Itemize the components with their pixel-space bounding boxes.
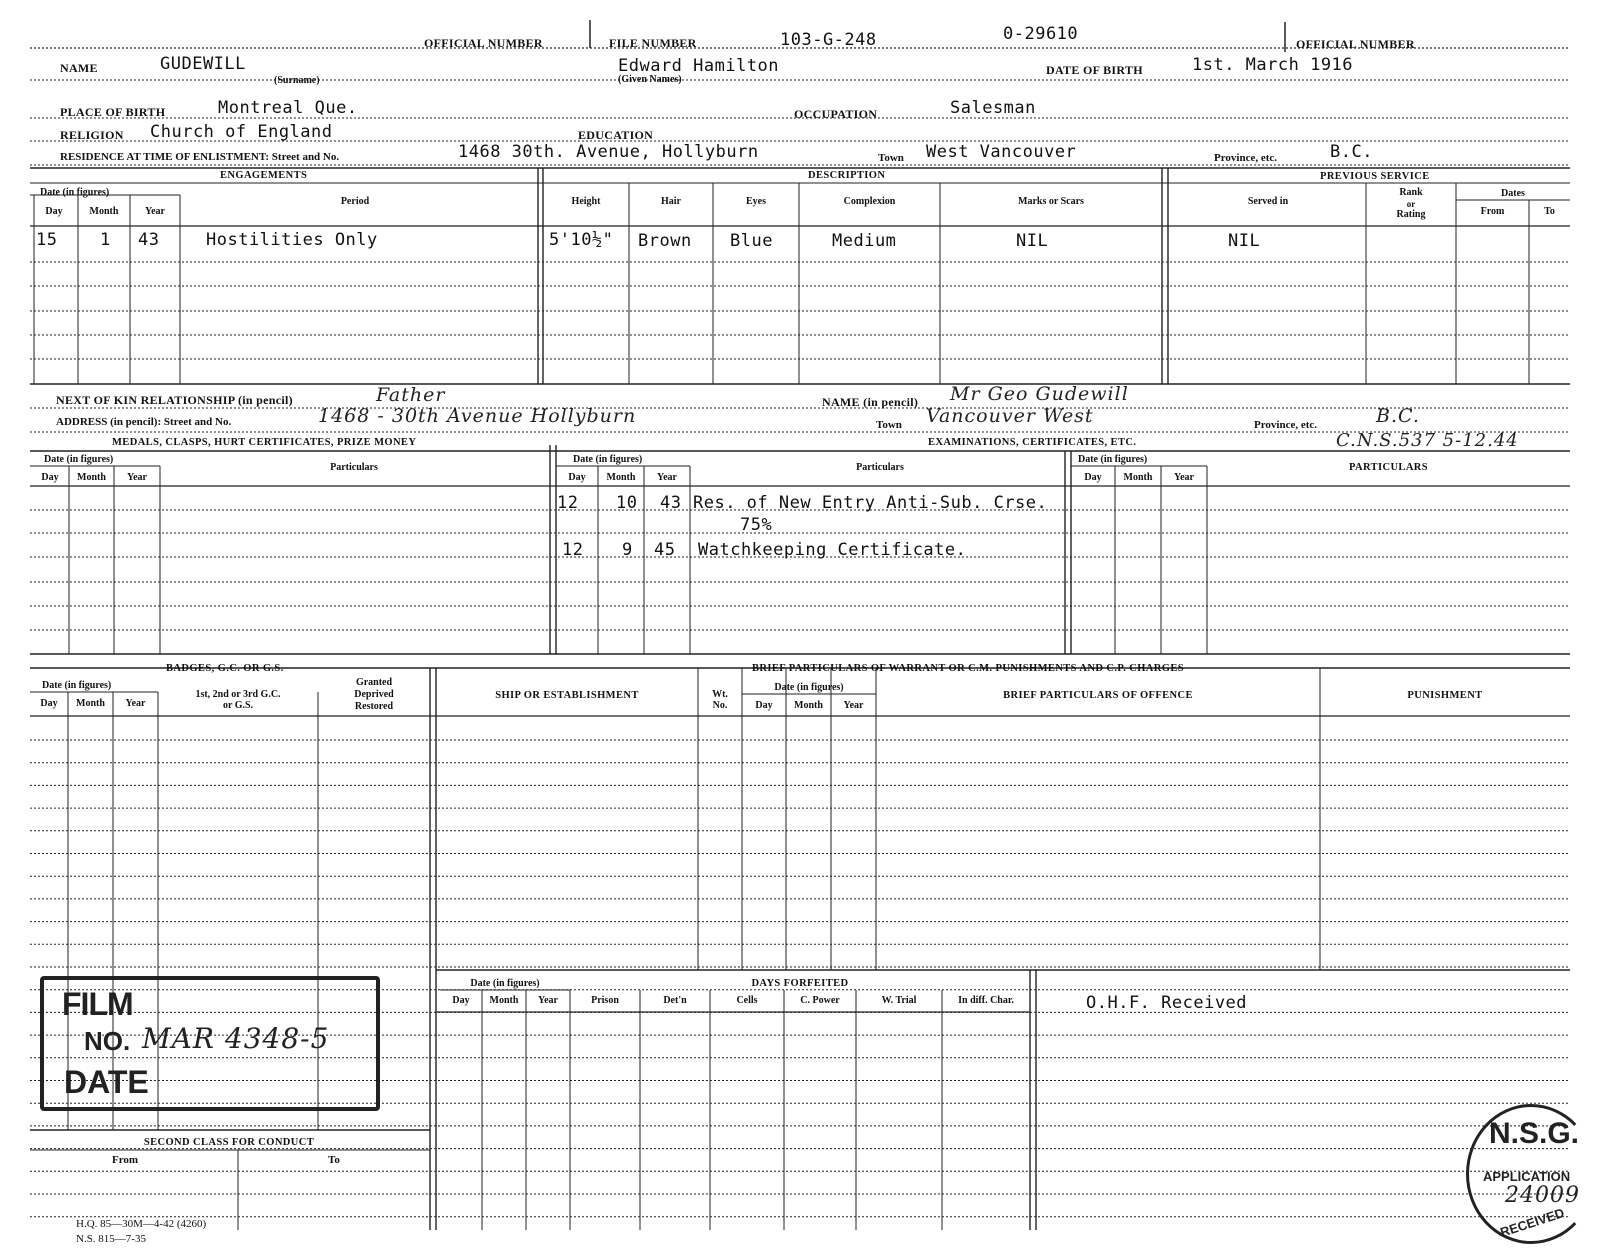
complexion-header: Complexion: [843, 196, 896, 207]
engagements-month-header: Month: [89, 206, 119, 217]
previous-service-title: PREVIOUS SERVICE: [1320, 171, 1430, 182]
nsg-stamp-top: N.S.G.: [1489, 1117, 1580, 1150]
engagements-day-header: Day: [45, 206, 63, 217]
ship-header: SHIP OR ESTABLISHMENT: [495, 690, 639, 701]
badges-granted-1: Granted: [355, 677, 393, 688]
badges-granted-3: Restored: [354, 701, 394, 712]
nok-name-label: NAME (in pencil): [822, 395, 919, 409]
nok-address-value: 1468 - 30th Avenue Hollyburn: [318, 405, 637, 427]
df-day-header: Day: [452, 995, 470, 1006]
prison-header: Prison: [591, 995, 619, 1006]
nok-town-value: Vancouver West: [926, 405, 1094, 427]
to-header: To: [1544, 206, 1555, 217]
eyes-value: Blue: [730, 231, 773, 251]
file-number-label: FILE NUMBER: [609, 36, 697, 50]
hair-value: Brown: [638, 231, 692, 251]
offence-header: BRIEF PARTICULARS OF OFFENCE: [1003, 690, 1193, 701]
nok-address-label: ADDRESS (in pencil): Street and No.: [56, 416, 232, 428]
film-stamp-date-label: DATE: [64, 1064, 149, 1100]
second-class-to: To: [328, 1154, 340, 1166]
exam-month-header: Month: [606, 472, 636, 483]
exam-date-header: Date (in figures): [573, 454, 643, 465]
film-stamp-title: FILM: [62, 986, 133, 1022]
surname-caption: (Surname): [274, 75, 320, 86]
province-value: B.C.: [1330, 142, 1373, 162]
medals-title: MEDALS, CLASPS, HURT CERTIFICATES, PRIZE MONEY: [112, 437, 417, 448]
nok-relationship-label: NEXT OF KIN RELATIONSHIP (in pencil): [56, 393, 293, 407]
badges-date-header: Date (in figures): [42, 680, 112, 691]
engagements-period-header: Period: [340, 196, 370, 207]
wtrial-header: W. Trial: [881, 995, 917, 1006]
footer-line-1: H.Q. 85—30M—4-42 (4260): [76, 1218, 207, 1230]
film-stamp-no-label: NO.: [84, 1026, 131, 1056]
nok-province-label: Province, etc.: [1254, 419, 1318, 431]
dates-header: Dates: [1501, 188, 1525, 199]
examinations-title: EXAMINATIONS, CERTIFICATES, ETC.: [928, 437, 1137, 448]
occupation-label: OCCUPATION: [794, 107, 878, 121]
wt-header-1: Wt.: [712, 689, 728, 700]
df-date-header: Date (in figures): [470, 978, 540, 989]
warrant-title: BRIEF PARTICULARS OF WARRANT OR C.M. PUNISHMENTS AND C.P. CHARGES: [752, 663, 1184, 674]
badges-day-header: Day: [40, 698, 58, 709]
exam2-month-header: Month: [1123, 472, 1153, 483]
nsg-stamp-mid: APPLICATION: [1483, 1169, 1571, 1184]
served-in-header: Served in: [1247, 196, 1289, 207]
from-header: From: [1480, 206, 1505, 217]
exam2-day-header: Day: [1084, 472, 1102, 483]
dob-label: DATE OF BIRTH: [1046, 63, 1143, 77]
nok-province-value: B.C.: [1376, 405, 1420, 427]
residence-value: 1468 30th. Avenue, Hollyburn: [458, 142, 759, 162]
exam-year-header: Year: [657, 472, 677, 483]
second-class-from: From: [112, 1154, 139, 1166]
df-month-header: Month: [489, 995, 519, 1006]
exam-day-header: Day: [568, 472, 586, 483]
exam-row1-sub: 75%: [740, 515, 773, 535]
film-stamp: [40, 976, 380, 1111]
nsg-stamp: [1466, 1104, 1596, 1244]
province-label: Province, etc.: [1214, 152, 1278, 164]
nsg-stamp-bottom: RECEIVED: [1498, 1205, 1567, 1240]
cells-header: Cells: [736, 995, 758, 1006]
engagement-year: 43: [138, 230, 160, 250]
religion-label: RELIGION: [60, 128, 124, 142]
rank-header-3: Rating: [1396, 209, 1426, 220]
occupation-value: Salesman: [950, 98, 1036, 118]
badges-gc-header-2: or G.S.: [222, 700, 254, 711]
medals-month-header: Month: [77, 472, 106, 483]
file-number-value: 103-G-248: [780, 30, 877, 50]
dob-value: 1st. March 1916: [1192, 55, 1354, 75]
given-names-value: Edward Hamilton: [618, 56, 780, 76]
exam2-year-header: Year: [1174, 472, 1194, 483]
examinations-note: C.N.S.537 5-12.44: [1336, 430, 1519, 451]
height-value: 5'10½": [549, 230, 614, 250]
engagements-date-header: Date (in figures): [40, 187, 110, 198]
warrant-month-header: Month: [794, 700, 823, 711]
marks-header: Marks or Scars: [1018, 196, 1084, 207]
nok-relationship-value: Father: [376, 384, 446, 406]
complexion-value: Medium: [832, 231, 897, 251]
nok-town-label: Town: [876, 419, 902, 431]
engagement-day: 15: [36, 230, 58, 250]
ohf-received-note: O.H.F. Received: [1086, 993, 1248, 1013]
town-value: West Vancouver: [926, 142, 1077, 162]
nok-name-value: Mr Geo Gudewill: [950, 383, 1129, 405]
rank-header-2: or: [1406, 199, 1416, 209]
medals-year-header: Year: [127, 472, 147, 483]
official-number-label: OFFICIAL NUMBER: [424, 36, 543, 50]
badges-granted-2: Deprived: [354, 689, 394, 700]
exam2-particulars-header: PARTICULARS: [1348, 462, 1429, 473]
exam-row1-month: 10: [616, 493, 638, 513]
engagement-month: 1: [100, 230, 111, 250]
exam-row2-month: 9: [622, 540, 633, 560]
badges-title: BADGES, G.C. OR G.S.: [166, 663, 284, 674]
exam-row2-text: Watchkeeping Certificate.: [698, 540, 967, 560]
served-in-value: NIL: [1228, 231, 1261, 251]
marks-value: NIL: [1016, 231, 1049, 251]
engagements-year-header: Year: [145, 206, 165, 217]
badges-year-header: Year: [125, 698, 146, 709]
indiff-header: In diff. Char.: [958, 995, 1014, 1006]
second-class-title: SECOND CLASS FOR CONDUCT: [143, 1137, 315, 1148]
badges-month-header: Month: [76, 698, 105, 709]
name-label: NAME: [60, 61, 98, 75]
religion-value: Church of England: [150, 122, 333, 142]
place-of-birth-value: Montreal Que.: [218, 98, 358, 118]
exam-row2-year: 45: [654, 540, 676, 560]
cpower-header: C. Power: [800, 995, 840, 1006]
exam-row2-day: 12: [562, 540, 584, 560]
education-label: EDUCATION: [578, 128, 654, 142]
nsg-stamp-number: 24009: [1505, 1183, 1580, 1208]
official-number-value: 0-29610: [1003, 24, 1079, 44]
days-forfeited-title: DAYS FORFEITED: [751, 978, 849, 989]
engagement-period: Hostilities Only: [206, 230, 378, 250]
punishment-header: PUNISHMENT: [1407, 690, 1483, 701]
town-label: Town: [878, 152, 904, 164]
medals-day-header: Day: [41, 472, 59, 483]
warrant-year-header: Year: [843, 700, 864, 711]
exam-row1-text: Res. of New Entry Anti-Sub. Crse.: [693, 493, 1048, 513]
exam-row1-day: 12: [557, 493, 579, 513]
detn-header: Det'n: [663, 995, 687, 1006]
hair-header: Hair: [661, 196, 681, 207]
rank-header-1: Rank: [1399, 187, 1423, 198]
film-stamp-no-value: MAR 4348-5: [142, 1022, 330, 1055]
badges-gc-header-1: 1st, 2nd or 3rd G.C.: [195, 689, 281, 700]
eyes-header: Eyes: [746, 196, 766, 207]
exam2-date-header: Date (in figures): [1078, 454, 1148, 465]
given-names-caption: (Given Names): [618, 74, 682, 85]
surname-value: GUDEWILL: [160, 54, 246, 74]
medals-particulars-header: Particulars: [330, 462, 378, 473]
warrant-day-header: Day: [755, 700, 773, 711]
place-of-birth-label: PLACE OF BIRTH: [60, 105, 166, 119]
exam-particulars-header: Particulars: [856, 462, 904, 473]
exam-row1-year: 43: [660, 493, 682, 513]
medals-date-header: Date (in figures): [44, 454, 114, 465]
wt-header-2: No.: [712, 700, 728, 711]
footer-line-2: N.S. 815—7-35: [76, 1233, 146, 1245]
engagements-title: ENGAGEMENTS: [220, 170, 308, 181]
warrant-date-header: Date (in figures): [774, 682, 844, 693]
height-header: Height: [571, 196, 601, 207]
official-number-label-right: OFFICIAL NUMBER: [1296, 37, 1415, 51]
description-title: DESCRIPTION: [808, 170, 886, 181]
residence-label: RESIDENCE AT TIME OF ENLISTMENT: Street and No.: [60, 151, 340, 163]
df-year-header: Year: [538, 995, 558, 1006]
